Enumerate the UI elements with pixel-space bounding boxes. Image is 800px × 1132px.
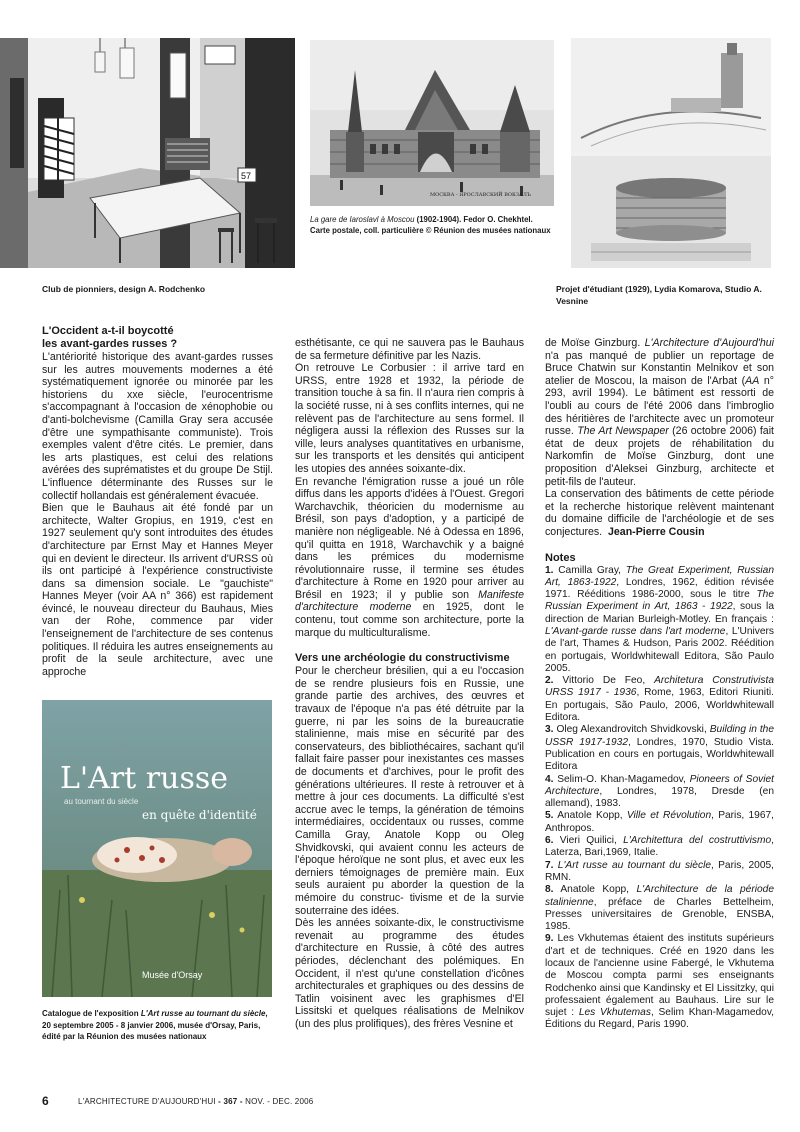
note-7-number: 7.: [545, 859, 554, 871]
svg-text:57: 57: [241, 171, 252, 181]
column-2: [295, 337, 524, 1030]
note-2-number: 2.: [545, 675, 554, 687]
poster-subtitle-2: en quête d'identité: [142, 808, 257, 822]
notes-list: [545, 565, 774, 1032]
note-5-t: Ville et Révolution: [626, 810, 712, 822]
note-6-number: 6.: [545, 835, 554, 847]
catalogue-caption-b: , 20 septembre 2005 - 8 janvier 2006, musée d'Orsay, Paris, édité par la Réunion des musées nationaux: [42, 1009, 268, 1041]
note-2-t: Architetura Construtivista URSS 1917 - 1936: [545, 675, 774, 699]
note-3: [545, 724, 774, 773]
col2-p3-b: en 1925, dont le contenu, tout comme son architecture, porte la marque du multiculturalisme.: [295, 601, 524, 639]
col2-paragraph-1: esthétisante, ce qui ne sauvera pas le Bauhaus de sa fermeture définitive par les Nazis.: [295, 337, 524, 362]
footer-magazine: L'ARCHITECTURE D'AUJOURD'HUI: [78, 1097, 216, 1106]
col3-p1-paper: The Art Newspaper: [577, 425, 669, 438]
note-9-number: 9.: [545, 933, 554, 945]
col3-p2-text: La conservation des bâtiments de cette période et la recherche historique relèvent maintenant du domaine difficile de l'archéologie et de ses conjectures.: [545, 488, 774, 538]
section-heading-archeologie: Vers une archéologie du constructivisme: [295, 652, 510, 665]
postcard-inscription: МОСКВА - ЯРОСЛАВСКИЙ ВОКЗАЛЪ: [430, 192, 531, 198]
col2-paragraph-4: Pour le chercheur brésilien, qui a eu l'occasion de se rendre plusieurs fois en Russie, une grande partie des archives, des œuvres et travaux de l'époque n'a pas été détruite par la guerre, ni par les soins de la bureaucratie stalinienne, mais mise en sécurité par des conservateurs, des bibliothécaires, sachant qu'il fallait faire passer pour inexistantes ces masses de documents et d'archives, pour le profit des générations ultérieures. Il reste à retrouver et à mettre à jour ces documents. La difficulté s'est accrue avec le temps, la génération de témoins intermédiaires, occidentaux ou russes, comme Camilla Gray, Anatole Kopp ou Oleg Shvidkovski, qui avaient connu les acteurs de l'époque héroïque ne sont plus, et avec eux les derniers témoignages de première main. Eux seuls auraient pu aborder la question de la mémoire du construc- tivisme et de la survie souterraine des idées.: [295, 665, 524, 917]
col2-paragraph-5: Dès les années soixante-dix, le constructivisme revenait au programme des études d'architecture en Russie, à côté des autres périodes, déclenchant des polémiques. En Occident, il n'est qu'une constellation d'icônes architecturales et graphiques ou des dessins de Tatlin voisinent avec les graphismes d'El Lissitski et quelques réalisations de Melnikov (un des plus prolifiques), des frères Vesnine et: [295, 917, 524, 1030]
gare-caption: [310, 214, 560, 236]
note-1-a: Camilla Gray,: [553, 564, 626, 576]
column-1: [42, 325, 273, 678]
poster-title-a: L'Art: [60, 761, 137, 796]
note-1-t1: The Great Experiment, Russian Art, 1863-1922: [545, 564, 775, 588]
notes-heading: Notes: [545, 551, 576, 564]
gare-caption-line2: Carte postale, coll. particulière © Réunion des musées nationaux: [310, 226, 551, 235]
note-8: [545, 884, 774, 933]
poster-subtitle: au tournant du siècle: [64, 797, 139, 806]
note-1-b: , Londres, 1962, édition révisée 1971. Rééditions 1986-2000, sous le titre: [545, 576, 774, 601]
note-3-a: Oleg Alexandrovitch Shvidkovski,: [553, 724, 710, 736]
note-1-t2: The Russian Experiment in Art, 1863 - 1922: [545, 589, 774, 613]
note-8-t: L'Architecture de la période stalinienne: [545, 884, 774, 908]
note-6-t: L'Architettura del costruttivismo: [623, 835, 772, 847]
note-8-b: , préface de Charles Bettelheim, Presses universitaires de Grenoble, ENSBA, 1985.: [545, 896, 774, 933]
note-4-a: Selim-O. Khan-Magamedov,: [553, 773, 690, 785]
note-7: [545, 860, 774, 885]
note-2: [545, 675, 774, 724]
note-3-t: Building in the USSR 1917-1932: [545, 724, 774, 748]
col3-p1-d: (26 octobre 2006) fait état de deux projets de réhabilitation du Narkomfin de Moïse Ginzburg, dont une proposition d'Aleksei Ginzburg, architecte et petit-fils de l'auteur.: [545, 425, 775, 488]
col3-p1-c: n° 293, avril 1994). Le bâtiment est ressorti de l'oubli au cours de l'été 2006 dans l'imbroglio des héritières de l'architecte avec un promoteur russe.: [545, 374, 774, 438]
note-4-number: 4.: [545, 773, 554, 785]
author-signature: Jean-Pierre Cousin: [608, 525, 705, 538]
note-2-a: Vittorio De Feo,: [553, 675, 655, 687]
col1-paragraph-1: L'antériorité historique des avant-gardes russes sur les autres mouvements modernes a été systématiquement ignorée ou minorée par les historiens du xxe siècle, l'eurocentrisme s'accompagnant à l'occasion de xénophobie ou d'anti-bolchevisme (Camilla Gray sera accusée d'être une sympathisante communiste). Trois exemples valent d'être cités. Le premier, dans les arts plastiques, est celui des relations avérées des suprématistes et du groupe De Stijl. L'influence déterminante des Russes sur le collectif hollandais est généralement évacuée.: [42, 351, 273, 502]
note-1-c: , sous la direction de Marian Burleigh-Motley. En français :: [545, 601, 774, 625]
col2-p3-title: Manifeste d'architecture moderne: [295, 588, 524, 614]
note-5-b: , Paris, 1967, Anthropos.: [545, 810, 774, 834]
club-caption: Club de pionniers, design A. Rodchenko: [42, 284, 206, 294]
note-1-d: , L'Univers de l'art, Thames & Hudson, Paris 2002. Réédition en portugais, Worldwhitewall Editora, São Paulo 2005.: [545, 625, 774, 674]
note-1-number: 1.: [545, 564, 554, 576]
note-5: [545, 810, 774, 835]
note-5-a: Anatole Kopp,: [553, 810, 627, 822]
projet-caption: Projet d'étudiant (1929), Lydia Komarova, Studio A. Vesnine: [556, 284, 762, 306]
note-2-b: , Rome, 1963, Editori Riuniti. En portugais, São Paulo, 2006, Worldwhitewall Editora.: [545, 687, 774, 724]
gare-caption-rest: (1902-1904). Fedor O. Chekhtel.: [414, 215, 533, 224]
note-3-b: , Londres, 1970, Studio Vista. Publication en cours en portugais, Worldwhitewall Editora: [545, 736, 774, 773]
poster-title: [60, 762, 228, 796]
note-5-number: 5.: [545, 810, 554, 822]
col3-p1-aa: AA: [745, 374, 760, 387]
note-9-a: Les Vkhutemas étaient des instituts supérieurs d'art et de techniques. Créé en 1920 dans les locaux de l'ancienne usine Fabergé, le Vkhutema de Moscou compta parmi ses enseignants Rodchenko ainsi que Kandinsky et El Lissitzky, qui professaient également au Bauhaus. Lire sur le sujet :: [545, 933, 774, 1019]
note-6-a: Vieri Quilici,: [553, 835, 624, 847]
note-4: [545, 774, 774, 811]
projet-drawings: [571, 38, 771, 268]
note-9-b: , Selim Khan-Magamedov, Éditions du Regard, Paris 1990.: [545, 1007, 775, 1031]
page-number: 6: [42, 1094, 49, 1108]
col3-p1-a: de Moïse Ginzburg.: [545, 337, 645, 349]
note-7-b: , Paris, 2005, RMN.: [545, 859, 774, 883]
club-photo: [0, 38, 295, 268]
poster-publisher: Musée d'Orsay: [142, 970, 203, 980]
club-photo-drawing: [0, 38, 295, 268]
note-6-b: , Laterza, Bari,1969, Italie.: [545, 835, 774, 859]
catalogue-caption-title: L'Art russe au tournant du siècle: [140, 1009, 266, 1018]
note-9: [545, 933, 774, 1031]
gare-postcard: [310, 40, 554, 206]
note-1-t3: L'Avant-garde russe dans l'art moderne: [545, 625, 726, 637]
catalogue-caption-a: Catalogue de l'exposition: [42, 1009, 141, 1018]
col3-p1-b: n'a pas manqué de publier un reportage de Bruce Chatwin sur Konstantin Melnikov et son atelier de Moscou, la maison de l'Arbat (: [545, 349, 774, 387]
col3-paragraph-1: [545, 337, 774, 488]
note-7-t: L'Art russe au tournant du siècle: [553, 859, 711, 871]
footer-date: NOV. - DEC. 2006: [245, 1097, 314, 1106]
heading-line-1: L'Occident a-t-il boycotté: [42, 325, 174, 337]
gare-postcard-drawing: [310, 40, 554, 206]
col1-paragraph-2: Bien que le Bauhaus ait été fondé par un architecte, Walter Gropius, en 1919, c'est en 1927 seulement qu'y sont introduites des études d'architecture par Ernst May et Hannes Meyer qui en devient le directeur. Ils arrivent d'URSS où ils ont participé à l'expérience constructiviste dans sa dimension sociale. Le "gauchiste" Hannes Meyer (voir AA n° 366) est rapidement évincé, le nouveau directeur du Bauhaus, Mies van der Rohe, commence par vider l'enseignement de l'architecture de ses contenus politiques. Il réduira les autres enseignements au profit de la seule architecture, avec une approche: [42, 502, 273, 678]
note-8-number: 8.: [545, 884, 554, 896]
note-4-b: , Londres, 1978, Dresde (en allemand), 1983.: [545, 785, 774, 810]
footer-issue: - 367 -: [215, 1097, 246, 1106]
col3-p1-title: L'Architecture d'Aujourd'hui: [644, 337, 775, 349]
col2-paragraph-3: [295, 476, 524, 640]
running-footer: [78, 1097, 313, 1106]
section-heading-occident: [42, 325, 273, 351]
catalogue-poster: [42, 700, 272, 997]
poster-title-b: russe: [145, 761, 228, 796]
col2-p3-a: En revanche l'émigration russe a joué un rôle diffus dans les apports d'idées à l'Ouest. Gregori Warchavchik, théoricien du modernisme au Brésil, son pays d'adoption, y a participé de manière non négligeable. Né à Odessa en 1896, qu'il quitta en 1918, Warchavchik y a baigné dans les prémices du modernisme révolutionnaire russe, il termine ses études d'architecture à Rome en 1920 pour arriver au Brésil en 1923; il y publie son: [295, 475, 524, 601]
heading-line-2: les avant-gardes russes ?: [42, 338, 178, 350]
note-9-t: Les Vkhutemas: [578, 1007, 651, 1019]
column-3: [545, 337, 774, 1032]
poster-artwork: [42, 700, 272, 997]
gare-caption-title: La gare de Iaroslavl à Moscou: [310, 215, 415, 224]
note-1: [545, 565, 774, 676]
note-6: [545, 835, 774, 860]
note-3-number: 3.: [545, 724, 554, 736]
col2-paragraph-2: On retrouve Le Corbusier : il arrive tard en URSS, entre 1928 et 1932, la période de transition touche à sa fin. Il n'aura rien compris à la société russe, ni à ses conflits internes, qui ne relèvent pas de l'architecture au sens formel. Il négligera aussi la réflexion des Russes sur la ville, leurs analyses quantitatives en urbanisme, sur les transports et les densités qui anticipent les utopies des années soixante-dix.: [295, 362, 524, 475]
col3-paragraph-2: [545, 488, 774, 538]
catalogue-caption: [42, 1008, 274, 1043]
note-8-a: Anatole Kopp,: [553, 884, 637, 896]
note-4-t: Pioneers of Soviet Architecture: [545, 773, 774, 797]
projet-drawings-svg: [571, 38, 771, 268]
